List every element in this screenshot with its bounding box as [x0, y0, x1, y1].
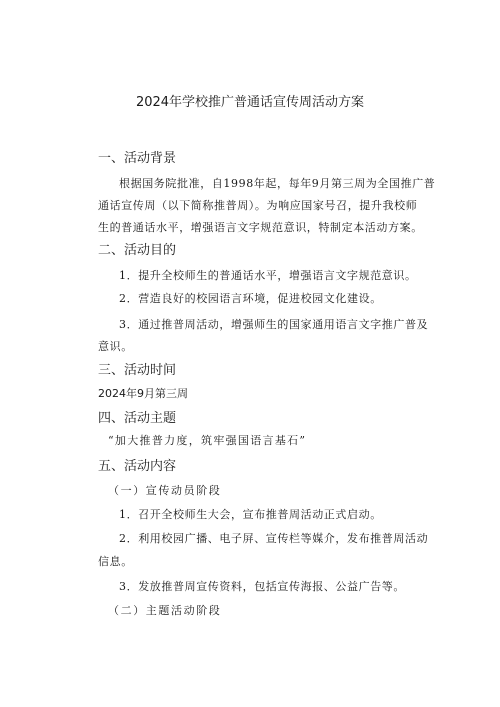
purpose-item-2: 2．营造良好的校园语言环境，促进校园文化建设。 [119, 292, 382, 305]
section-heading-background: 一、活动背景 [98, 151, 177, 166]
purpose-item-3-line-2: 意识。 [98, 340, 133, 353]
purpose-item-3-line-1: 3．通过推普周活动，增强师生的国家通用语言文字推广普及 [119, 318, 429, 331]
phase-1-heading: （一）宣传动员阶段 [108, 484, 222, 497]
content-item-2-line-1: 2．利用校园广播、电子屏、宣传栏等媒介，发布推普周活动 [119, 532, 429, 545]
purpose-item-1: 1．提升全校师生的普通话水平，增强语言文字规范意识。 [119, 269, 417, 282]
content-item-3: 3．发放推普周宣传资料，包括宣传海报、公益广告等。 [119, 580, 405, 593]
section-heading-purpose: 二、活动目的 [98, 243, 177, 258]
theme-text: “加大推普力度，筑牢强国语言基石” [108, 434, 307, 447]
section-heading-content: 五、活动内容 [98, 459, 177, 474]
section-heading-time: 三、活动时间 [98, 363, 177, 378]
background-line-1: 根据国务院批准，自1998年起，每年9月第三周为全国推广普 [119, 177, 436, 190]
phase-2-heading: （二）主题活动阶段 [108, 604, 222, 617]
content-item-2-line-2: 信息。 [98, 555, 133, 568]
time-text: 2024年9月第三周 [98, 387, 188, 400]
section-heading-theme: 四、活动主题 [98, 411, 177, 426]
background-line-2: 通话宣传周（以下简称推普周）。为响应国家号召，提升我校师 [98, 199, 418, 212]
background-line-3: 生的普通话水平，增强语言文字规范意识，特制定本活动方案。 [98, 221, 423, 234]
content-item-1: 1．召开全校师生大会，宣布推普周活动正式启动。 [119, 508, 382, 521]
document-title: 2024年学校推广普通话宣传周活动方案 [135, 95, 365, 110]
